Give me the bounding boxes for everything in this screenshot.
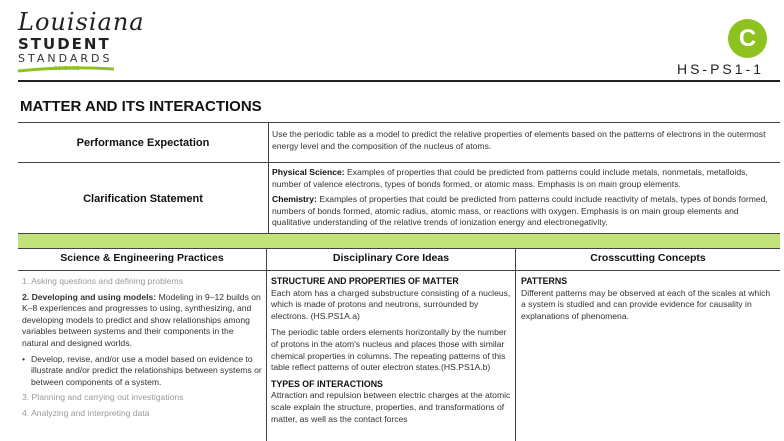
performance-expectation-label: Performance Expectation bbox=[76, 137, 210, 149]
ccc-column bbox=[521, 276, 773, 327]
dci-paragraph-1: Each atom has a charged substructure consisting of a nucleus, which is made of protons and neutrons, surrounded by electrons. (HS.PS1A.a) bbox=[271, 287, 511, 321]
chemistry-label: Chemistry: bbox=[272, 194, 317, 205]
ccc-paragraph: Different patterns may be observed at each of the scales at which a system is studied and can provide evidence for causality in explanations of phenomena. bbox=[521, 287, 771, 321]
clarification-statement-label: Clarification Statement bbox=[83, 193, 203, 205]
sep-item-4: 4. Analyzing and interpreting data bbox=[22, 407, 150, 418]
physical-science-paragraph bbox=[272, 167, 776, 190]
sep-column-heading: Science & Engineering Practices bbox=[60, 252, 224, 264]
sep-item-2-number: 2. bbox=[22, 291, 32, 302]
sep-item-3: 3. Planning and carrying out investigations bbox=[22, 392, 184, 403]
logo-script-text: Louisiana bbox=[18, 8, 145, 36]
row-divider bbox=[18, 162, 780, 163]
louisiana-student-standards-logo bbox=[16, 8, 145, 78]
columns-top-border bbox=[18, 248, 780, 249]
performance-expectation-body: Use the periodic table as a model to predict the relative properties of elements based on the patterns of electrons in the outermost energy level and the composition of the nucleus of atoms. bbox=[272, 129, 766, 151]
ccc-heading-patterns: PATTERNS bbox=[521, 276, 568, 286]
header-divider bbox=[18, 80, 780, 82]
sep-item-2-title: Developing and using models: bbox=[31, 291, 157, 302]
dci-heading-interactions: TYPES OF INTERACTIONS bbox=[271, 378, 383, 389]
sep-item-2-text: Modeling in 9–12 builds on K–8 experiences and progresses to using, synthesizing, and developing models to predict and show relationships among variables between systems and their components in the natural and designed worlds. bbox=[22, 291, 261, 348]
column-divider bbox=[266, 248, 267, 441]
table-top-border bbox=[18, 122, 780, 123]
section-band bbox=[18, 234, 780, 248]
physical-science-label: Physical Science: bbox=[272, 167, 345, 177]
columns-header-border bbox=[18, 270, 780, 271]
page-title: MATTER AND ITS INTERACTIONS bbox=[20, 98, 262, 115]
chemistry-paragraph bbox=[272, 194, 776, 229]
dci-paragraph-2: The periodic table orders elements horizontally by the number of protons in the atom's nucleus and places those with similar chemical properties in columns. The repeating patterns of this table reflect patterns of outer electron states.(HS.PS1A.b) bbox=[271, 327, 507, 373]
dci-column bbox=[271, 276, 511, 430]
dci-column-heading: Disciplinary Core Ideas bbox=[332, 252, 450, 264]
sep-list bbox=[22, 276, 262, 420]
logo-student-text: STUDENT bbox=[18, 35, 111, 53]
chemistry-text: Examples of properties that could be predicted from patterns could include reactivity of metals, types of bonds formed, numbers of bonds formed, atomic radius, atomic mass, or reactions with oxygen. Emphasis is on main group elements and qualitative understanding of the relative trends of ionization energy and electronegativity. bbox=[272, 194, 768, 228]
logo-science-text: SCIENCE bbox=[54, 66, 80, 72]
dci-paragraph-3: Attraction and repulsion between electric charges at the atomic scale explain the structure, properties, and transformations of matter, as well as the contact forces bbox=[271, 390, 511, 424]
dci-heading-structure: STRUCTURE AND PROPERTIES OF MATTER bbox=[271, 276, 459, 286]
column-divider bbox=[268, 122, 269, 234]
sep-item-1: 1. Asking questions and defining problems bbox=[22, 276, 183, 286]
sep-item-2 bbox=[22, 292, 262, 350]
sep-item-2-bullet: • Develop, revise, and/or use a model based on evidence to illustrate and/or predict the relationships between systems or between components of a system. bbox=[22, 354, 262, 389]
ccc-column-heading: Crosscutting Concepts bbox=[590, 252, 706, 264]
sep-column bbox=[22, 276, 262, 424]
column-divider bbox=[515, 248, 516, 441]
category-badge: C bbox=[728, 19, 767, 58]
physical-science-text: Examples of properties that could be predicted from patterns could include metals, nonmetals, metalloids, number of valence electrons, types of bonds formed, or atomic mass. Emphasis is on main group elements. bbox=[272, 167, 748, 189]
logo-standards-text: STANDARDS bbox=[18, 52, 113, 65]
clarification-statement-text bbox=[272, 167, 776, 233]
standard-code: HS-PS1-1 bbox=[676, 61, 764, 77]
performance-expectation-text bbox=[272, 129, 776, 156]
